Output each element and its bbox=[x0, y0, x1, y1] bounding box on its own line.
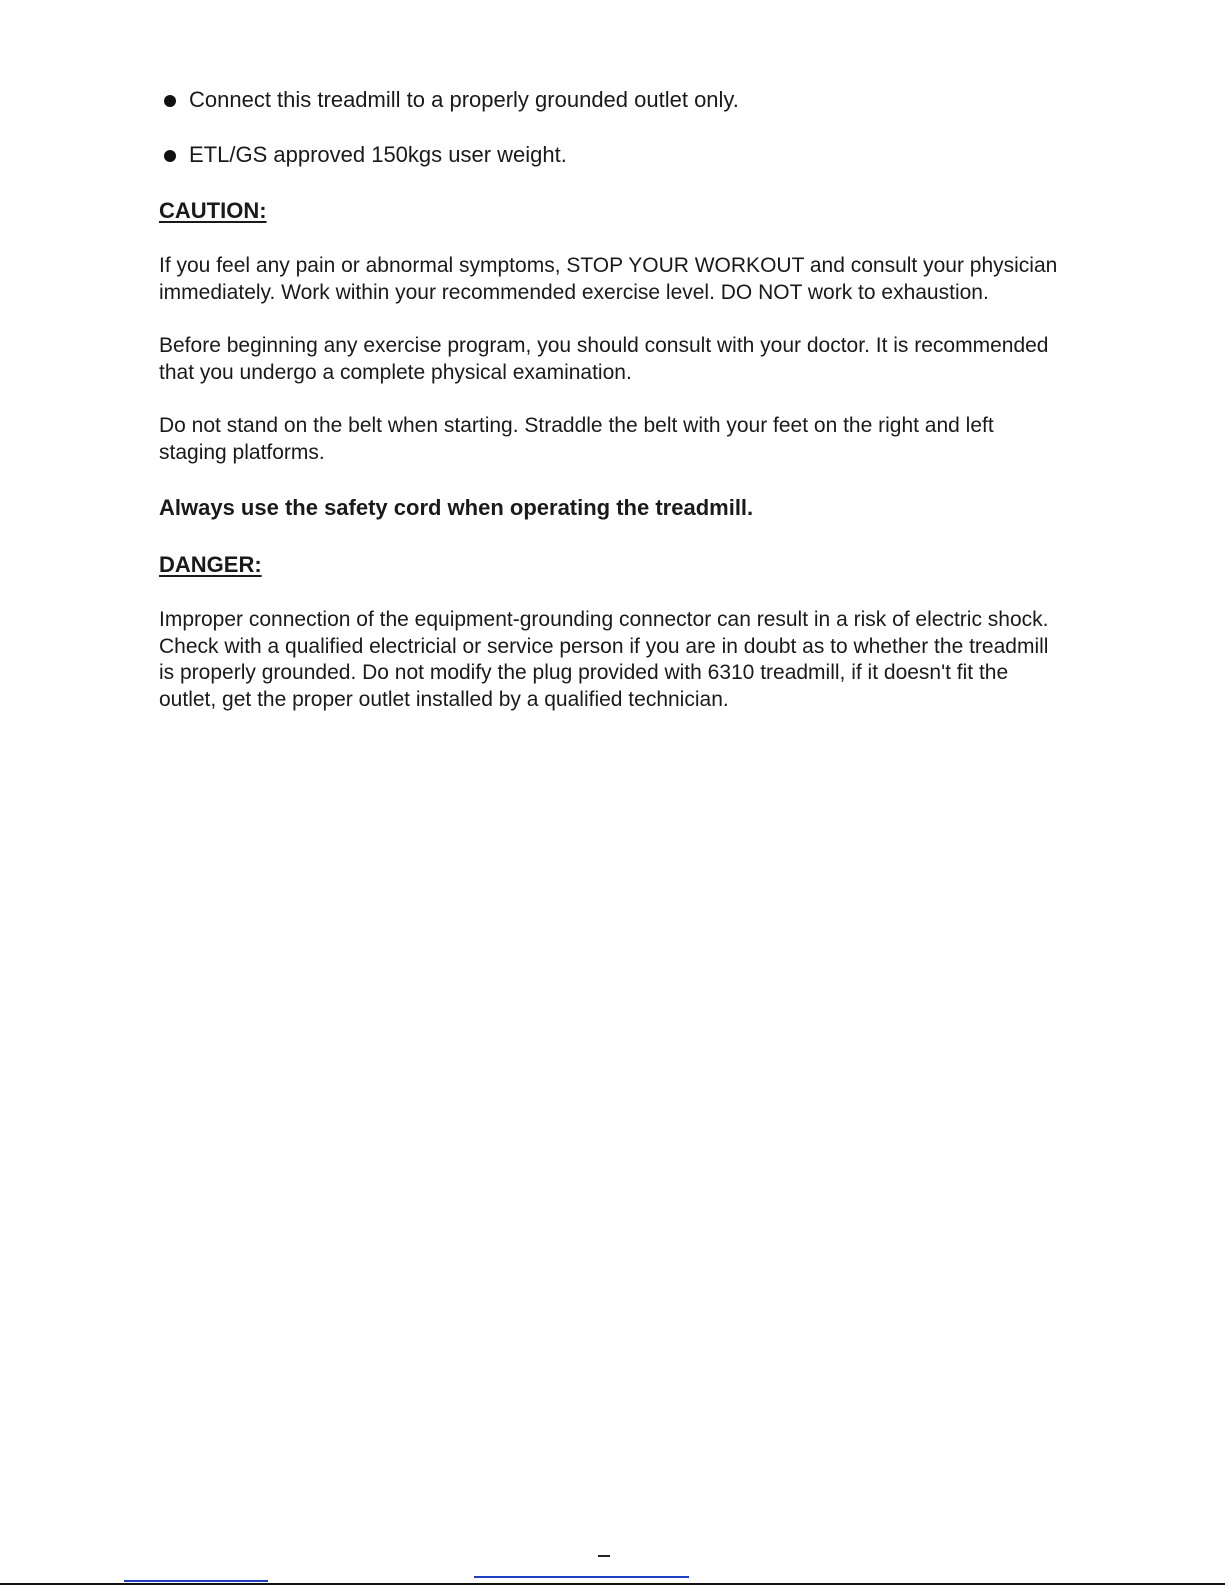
caution-paragraph-belt: Do not stand on the belt when starting. Straddle the belt with your feet on the right and left staging platforms. bbox=[159, 414, 994, 464]
bullet-item-grounded-outlet bbox=[159, 86, 1059, 113]
bullet-item-user-weight bbox=[159, 141, 1059, 168]
caution-paragraph-doctor: Before beginning any exercise program, you should consult with your doctor. It is recommended that you undergo a complete physical examination. bbox=[159, 334, 1049, 384]
page-number-mark bbox=[598, 1555, 610, 1557]
footer-link-underline-center bbox=[474, 1576, 689, 1578]
page-content bbox=[159, 86, 1059, 713]
bullet-text: Connect this treadmill to a properly grounded outlet only. bbox=[189, 87, 739, 112]
danger-heading: DANGER: bbox=[159, 552, 262, 577]
bullet-dot-icon bbox=[164, 95, 176, 107]
caution-heading: CAUTION: bbox=[159, 198, 267, 223]
bullet-text: ETL/GS approved 150kgs user weight. bbox=[189, 142, 567, 167]
caution-paragraph-pain: If you feel any pain or abnormal symptoms, STOP YOUR WORKOUT and consult your physician immediately. Work within your recommended exercise level. DO NOT work to exhaustion. bbox=[159, 254, 1058, 304]
danger-paragraph: Improper connection of the equipment-grounding connector can result in a risk of electric shock. Check with a qualified electricial or service person if you are in doubt as to whether the treadmill is properly grounded. Do not modify the plug provided with 6310 treadmill, if it doesn't fit the outlet, get the proper outlet installed by a qualified technician. bbox=[159, 608, 1049, 711]
bullet-dot-icon bbox=[164, 150, 176, 162]
safety-cord-note: Always use the safety cord when operating the treadmill. bbox=[159, 495, 754, 520]
footer-link-underline-left bbox=[124, 1580, 268, 1582]
